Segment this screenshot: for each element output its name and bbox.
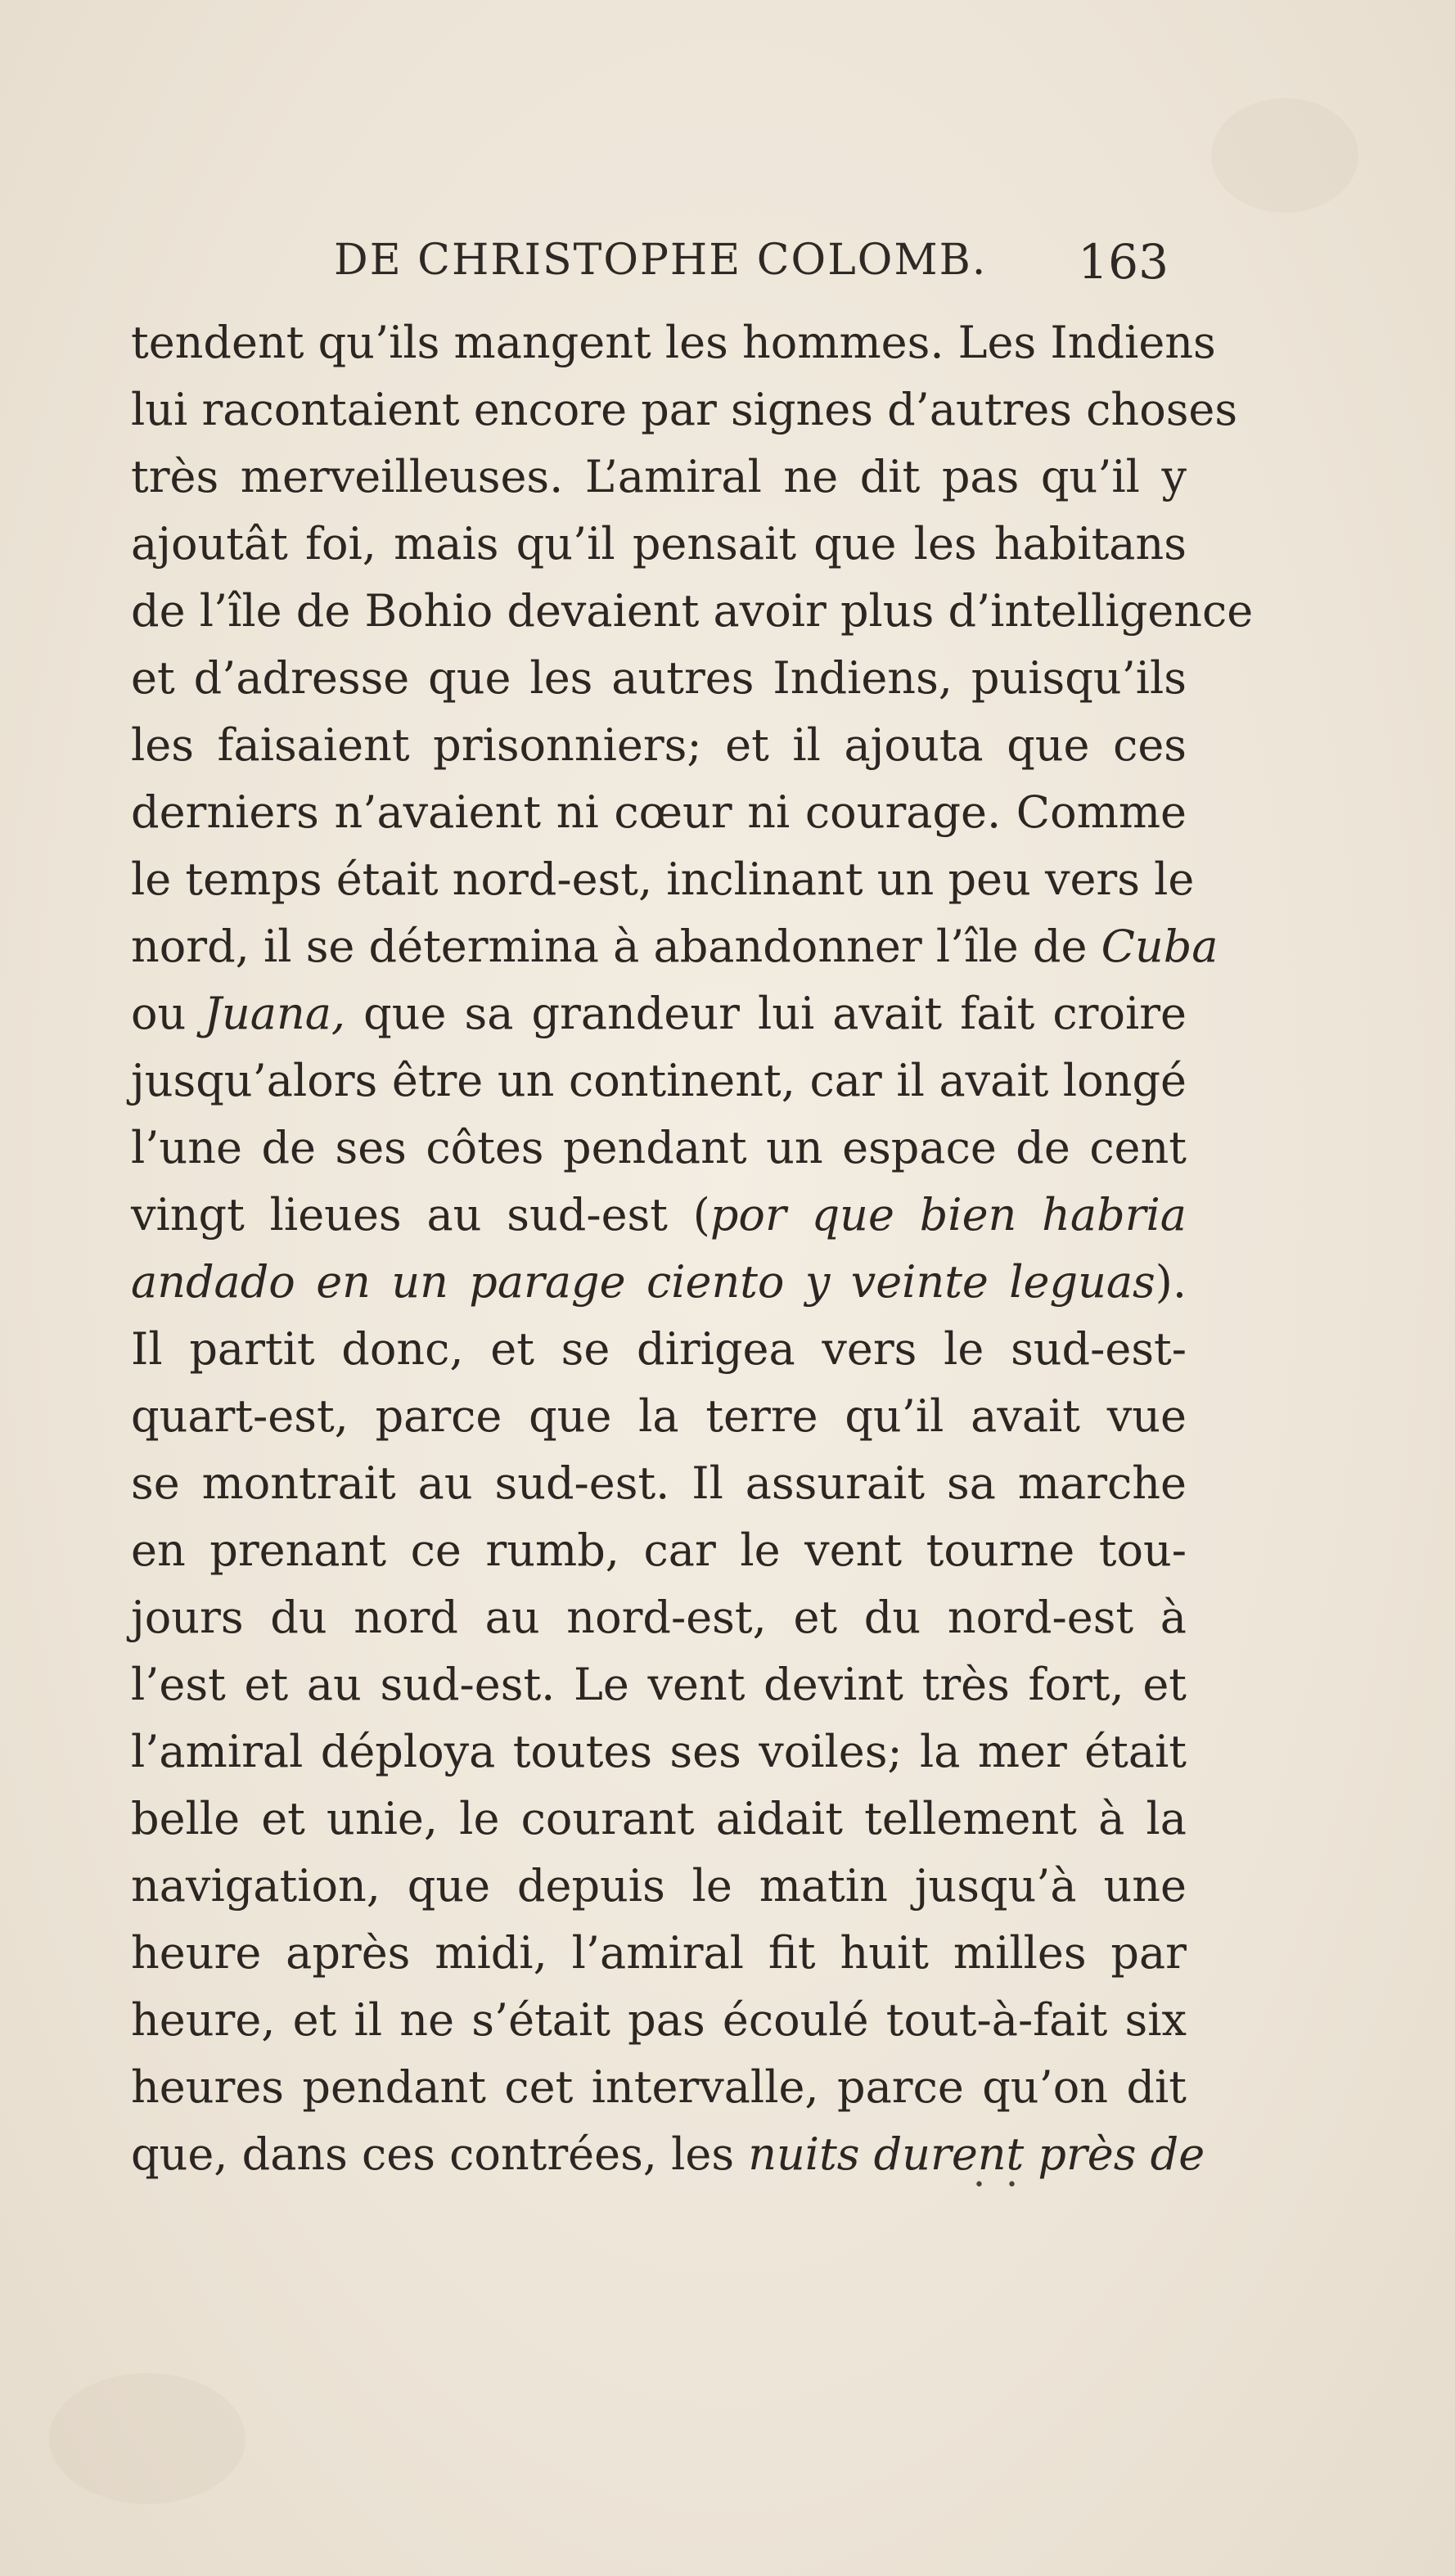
text-line: et d’adresse que les autres Indiens, puisqu’ils xyxy=(131,652,1187,704)
text-line: vingt lieues au sud-est (por que bien habria xyxy=(131,1189,1187,1241)
text-line: de l’île de Bohio devaient avoir plus d’intelligence xyxy=(131,585,1254,637)
text-line: en prenant ce rumb, car le vent tourne tou- xyxy=(131,1524,1187,1576)
italic-text: Juana, xyxy=(204,988,346,1039)
text-line: se montrait au sud-est. Il assurait sa marche xyxy=(131,1457,1187,1509)
italic-text: Cuba xyxy=(1101,921,1219,972)
text-line: que, dans ces contrées, les nuits durent près de xyxy=(131,2128,1205,2180)
italic-text: nuits durent près de xyxy=(748,2128,1205,2180)
running-title: DE CHRISTOPHE COLOMB. xyxy=(334,236,988,285)
text-line: l’une de ses côtes pendant un espace de cent xyxy=(131,1122,1187,1173)
text-line: quart-est, parce que la terre qu’il avait vue xyxy=(131,1390,1187,1442)
text-line: heure après midi, l’amiral fit huit milles par xyxy=(131,1927,1187,1979)
paper-stain xyxy=(1211,98,1358,213)
text-line: les faisaient prisonniers; et il ajouta que ces xyxy=(131,719,1187,771)
italic-text: por que bien habria xyxy=(709,1189,1187,1241)
text-line: lui racontaient encore par signes d’autres choses xyxy=(131,384,1238,435)
body-text xyxy=(131,309,1254,2188)
text-line: ou Juana, que sa grandeur lui avait fait croire xyxy=(131,988,1187,1039)
text-line: l’amiral déploya toutes ses voiles; la mer était xyxy=(131,1726,1187,1777)
text-line: le temps était nord-est, inclinant un peu vers le xyxy=(131,853,1195,905)
text-line: navigation, que depuis le matin jusqu’à une xyxy=(131,1860,1187,1912)
text-line: jusqu’alors être un continent, car il avait longé xyxy=(131,1055,1187,1106)
text-line: Il partit donc, et se dirigea vers le sud-est- xyxy=(131,1323,1187,1375)
page-number: 163 xyxy=(1078,234,1169,290)
text-line: l’est et au sud-est. Le vent devint très fort, et xyxy=(131,1659,1187,1710)
text-line: très merveilleuses. L’amiral ne dit pas qu’il y xyxy=(131,451,1187,502)
running-head xyxy=(334,236,1169,293)
text-line: belle et unie, le courant aidait tellement à la xyxy=(131,1793,1187,1844)
text-line: tendent qu’ils mangent les hommes. Les Indiens xyxy=(131,317,1216,368)
text-line: heures pendant cet intervalle, parce qu’on dit xyxy=(131,2061,1187,2113)
text-line: nord, il se détermina à abandonner l’île de Cuba xyxy=(131,921,1219,972)
paper-stain xyxy=(49,2373,246,2504)
text-line: derniers n’avaient ni cœur ni courage. Comme xyxy=(131,786,1187,838)
italic-text: andado en un parage ciento y veinte leguas xyxy=(131,1256,1155,1308)
text-line: ajoutât foi, mais qu’il pensait que les habitans xyxy=(131,518,1187,570)
text-line: heure, et il ne s’était pas écoulé tout-à-fait six xyxy=(131,1994,1187,2046)
text-line: jours du nord au nord-est, et du nord-est à xyxy=(131,1592,1187,1643)
signature-mark: • • xyxy=(974,2175,1025,2195)
text-line: andado en un parage ciento y veinte leguas). xyxy=(131,1256,1187,1308)
